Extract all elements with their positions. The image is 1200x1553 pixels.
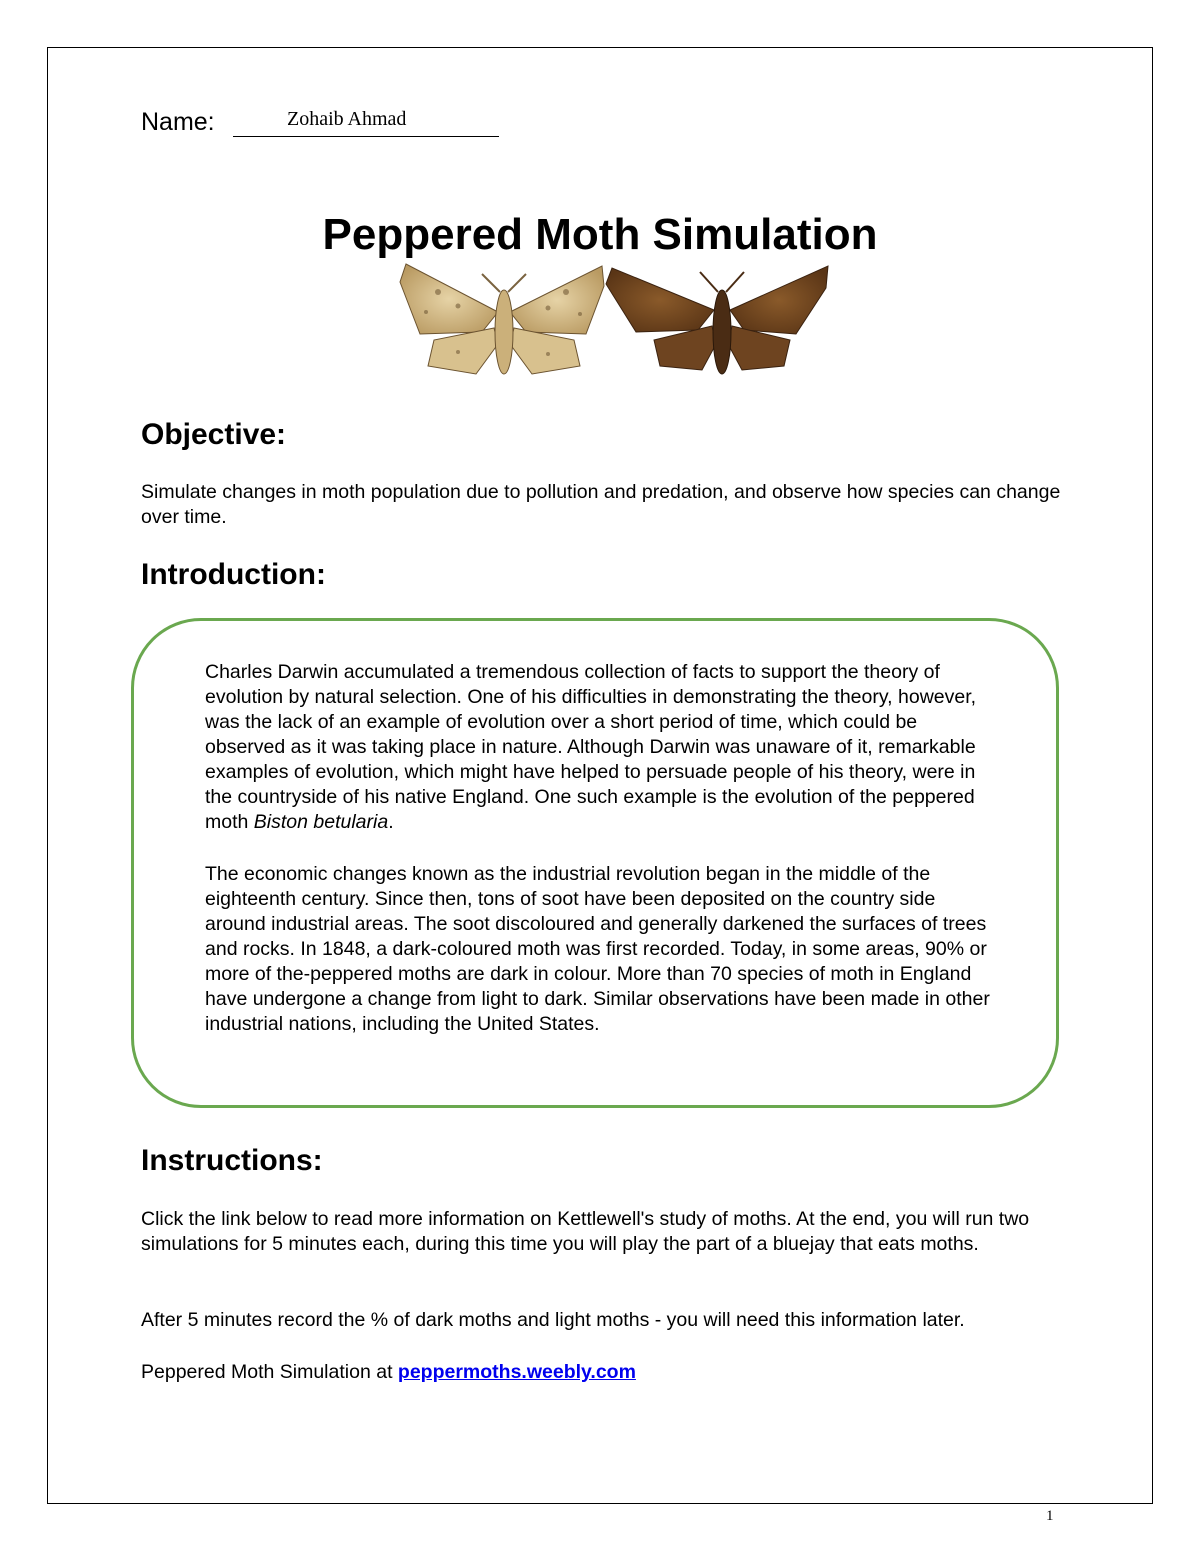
introduction-paragraph-2 [205, 862, 995, 1037]
introduction-heading: Introduction: [141, 558, 326, 591]
instructions-heading: Instructions: [141, 1144, 323, 1177]
simulation-link[interactable]: peppermoths.weebly.com [397, 1361, 636, 1383]
page-number: 1 [1046, 1508, 1054, 1524]
instructions-paragraph-2: After 5 minutes record the % of dark moths and light moths - you will need this information later. [141, 1309, 965, 1331]
name-underline [233, 136, 499, 137]
introduction-p1-end: . [388, 811, 394, 833]
objective-heading: Objective: [141, 418, 287, 451]
light-moth-image [400, 264, 604, 374]
simulation-link-row [141, 1360, 1071, 1385]
moth-images [398, 262, 830, 384]
introduction-p2-text: The economic changes known as the industrial revolution began in the middle of the eighteenth century. Since then, tons of soot have been deposited on the country side around industrial areas. The soot discoloured and generally darkened the surfaces of trees and rocks. In 1848, a dark-coloured moth was first recorded. Today, in some areas, 90% or more of the-peppered moths are dark in colour. More than 70 species of moth in England have undergone a change from light to dark. Similar observations have been made in other industrial nations, including the United States. [205, 863, 990, 1035]
objective-text: Simulate changes in moth population due to pollution and predation, and observe how species can change over time. [141, 481, 1061, 528]
name-value: Zohaib Ahmad [287, 108, 407, 130]
link-prefix: Peppered Moth Simulation at [141, 1361, 398, 1383]
introduction-p1-text: Charles Darwin accumulated a tremendous collection of facts to support the theory of evolution by natural selection. One of his difficulties in demonstrating the theory, however, was the lack of an example of evolution over a short period of time, which could be observed as it was taking place in nature. Although Darwin was unaware of it, remarkable examples of evolution, which might have helped to persuade people of his theory, were in the countryside of his native England. One such example is the evolution of the peppered moth [205, 661, 977, 833]
name-label: Name: [141, 108, 215, 136]
page-title: Peppered Moth Simulation [322, 210, 878, 259]
instructions-paragraph-1: Click the link below to read more information on Kettlewell's study of moths. At the end, you will run two simulations for 5 minutes each, during this time you will play the part of a bluejay that eats moths. [141, 1208, 1030, 1255]
dark-moth-image [606, 266, 828, 374]
species-name: Biston betularia [253, 811, 389, 833]
introduction-paragraph-1 [205, 660, 995, 835]
